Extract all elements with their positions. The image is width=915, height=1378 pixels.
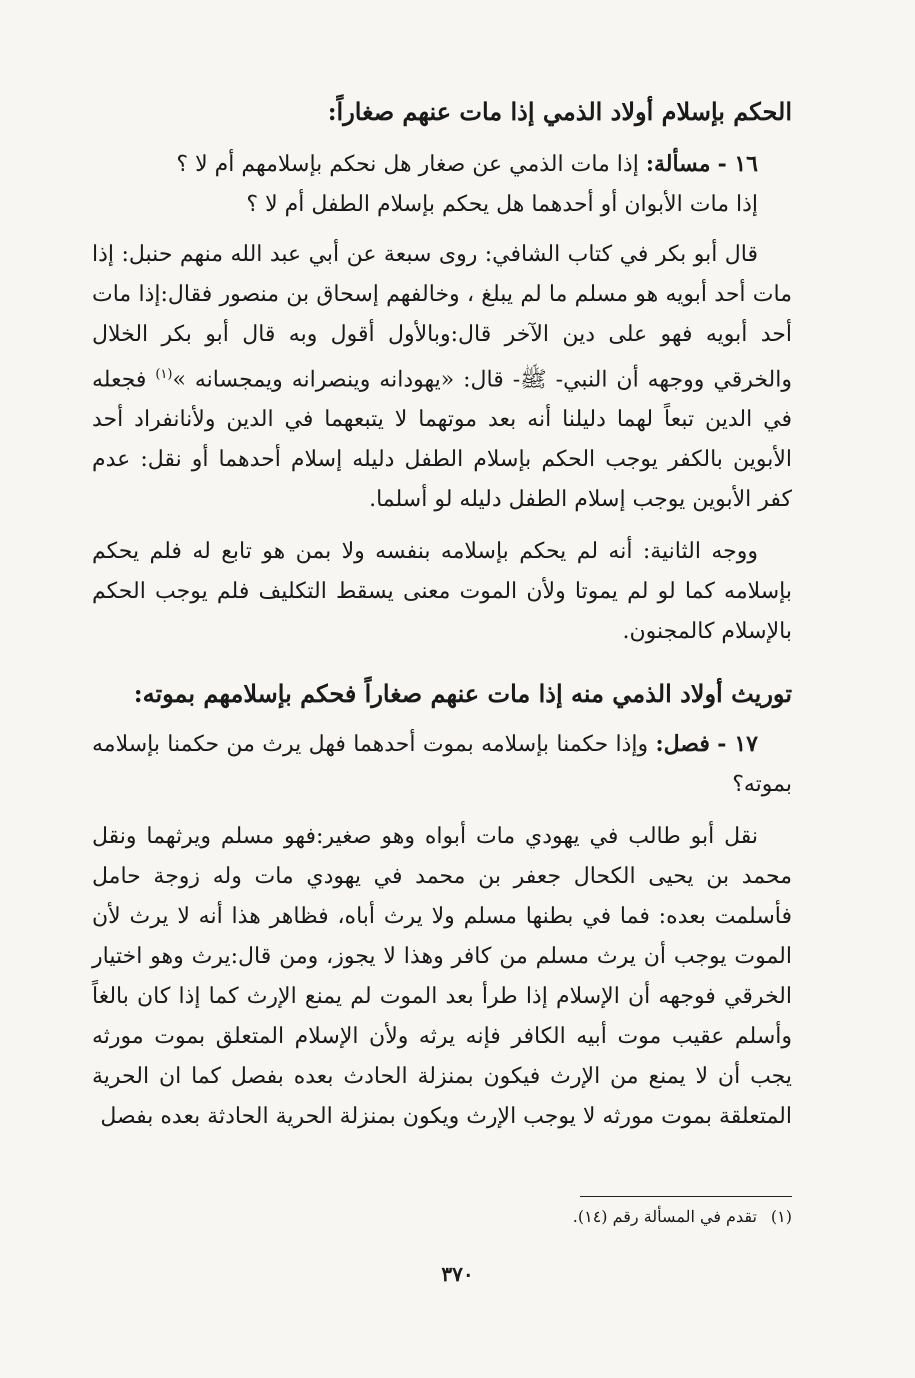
paragraph-abu-bakr-text-2: فجعله في الدين تبعاً لهما دليلنا أنه بعد موتهما لا يتبعهما في الدين ولأنانفراد أحد الأبوين بالكفر يوجب الحكم بإسلام الطفل دليله إسلام أحدهما أو نقل: عدم كفر الأبوين يوجب إسلام الطفل دليله لو أسلما. (92, 367, 792, 513)
paragraph-abu-bakr (92, 235, 792, 520)
footnote-reference: (١) (155, 367, 173, 382)
footnote-mark: (١) (770, 1207, 792, 1226)
question-16-line-2: إذا مات الأبوان أو أحدهما هل يحكم بإسلام الطفل أم لا ؟ (246, 192, 758, 217)
question-16-text-1: إذا مات الذمي عن صغار هل نحكم بإسلامهم أم لا ؟ (176, 152, 639, 177)
question-16-number: ١٦ - (717, 151, 758, 177)
paragraph-abu-bakr-text-1: قال أبو بكر في كتاب الشافي: روى سبعة عن أبي عبد الله منهم حنبل: إذا مات أحد أبويه هو مسلم ما لم يبلغ ، وخالفهم إسحاق بن منصور فقال:إذا مات أحد أبويه فهو على دين الآخر قال:وبالأول أقول وبه قال أبو بكر الخلال والخرقي ووجهه أن النبي- ﷺ- قال: «يهودانه وينصرانه ويمجسانه » (92, 242, 792, 393)
question-17-keyword: فصل: (655, 731, 710, 758)
question-17-number: ١٧ - (717, 731, 758, 758)
question-17 (92, 724, 792, 805)
question-17-text: وإذا حكمنا بإسلامه بموت أحدهما فهل يرث من حكمنا بإسلامه بموته؟ (92, 732, 792, 798)
footnote-text: تقدم في المسألة رقم (١٤). (572, 1207, 757, 1226)
section-heading-1: الحكم بإسلام أولاد الذمي إذا مات عنهم صغاراً: (327, 97, 792, 126)
footnote-divider (580, 1196, 792, 1197)
paragraph-second-view: ووجه الثانية: أنه لم يحكم بإسلامه بنفسه ولا بمن هو تابع له فلم يحكم بإسلامه كما لو لم يموتا ولأن الموت معنى يسقط التكليف فلم يوجب الحكم بالإسلام كالمجنون. (92, 539, 792, 645)
question-16-line-1 (92, 144, 792, 185)
page-number: ٣٧٠ (441, 1262, 474, 1286)
paragraph-abu-talib: نقل أبو طالب في يهودي مات أبواه وهو صغير:فهو مسلم ويرثهما ونقل محمد بن يحيى الكحال جعفر بن محمد في يهودي مات وله زوجة حامل فأسلمت بعده: فما في بطنها مسلم ولا يرث أباه، فظاهر هذا أنه لا يرث لأن الموت يوجب أن يرث مسلم من كافر وهذا لا يجوز، ومن قال:يرث وهو اختيار الخرقي فوجهه أن الإسلام إذا طرأ بعد الموت لم يمنع الإرث كما إذا كان بالغاً وأسلم عقيب موت أبيه الكافر فإنه يرثه ولأن الإسلام المتعلق بموت مورثه يجب أن لا يمنع من الإرث فيكون بمنزلة الحادث بعده بفصل كما ان الحرية المتعلقة بموت مورثه لا يوجب الإرث ويكون بمنزلة الحرية الحادثة بعده بفصل (92, 824, 792, 1130)
footnote (292, 1204, 792, 1230)
section-heading-2: توريث أولاد الذمي منه إذا مات عنهم صغاراً فحكم بإسلامهم بموته: (133, 679, 792, 709)
question-16-keyword: مسألة: (645, 151, 711, 177)
page-body (92, 92, 792, 1137)
